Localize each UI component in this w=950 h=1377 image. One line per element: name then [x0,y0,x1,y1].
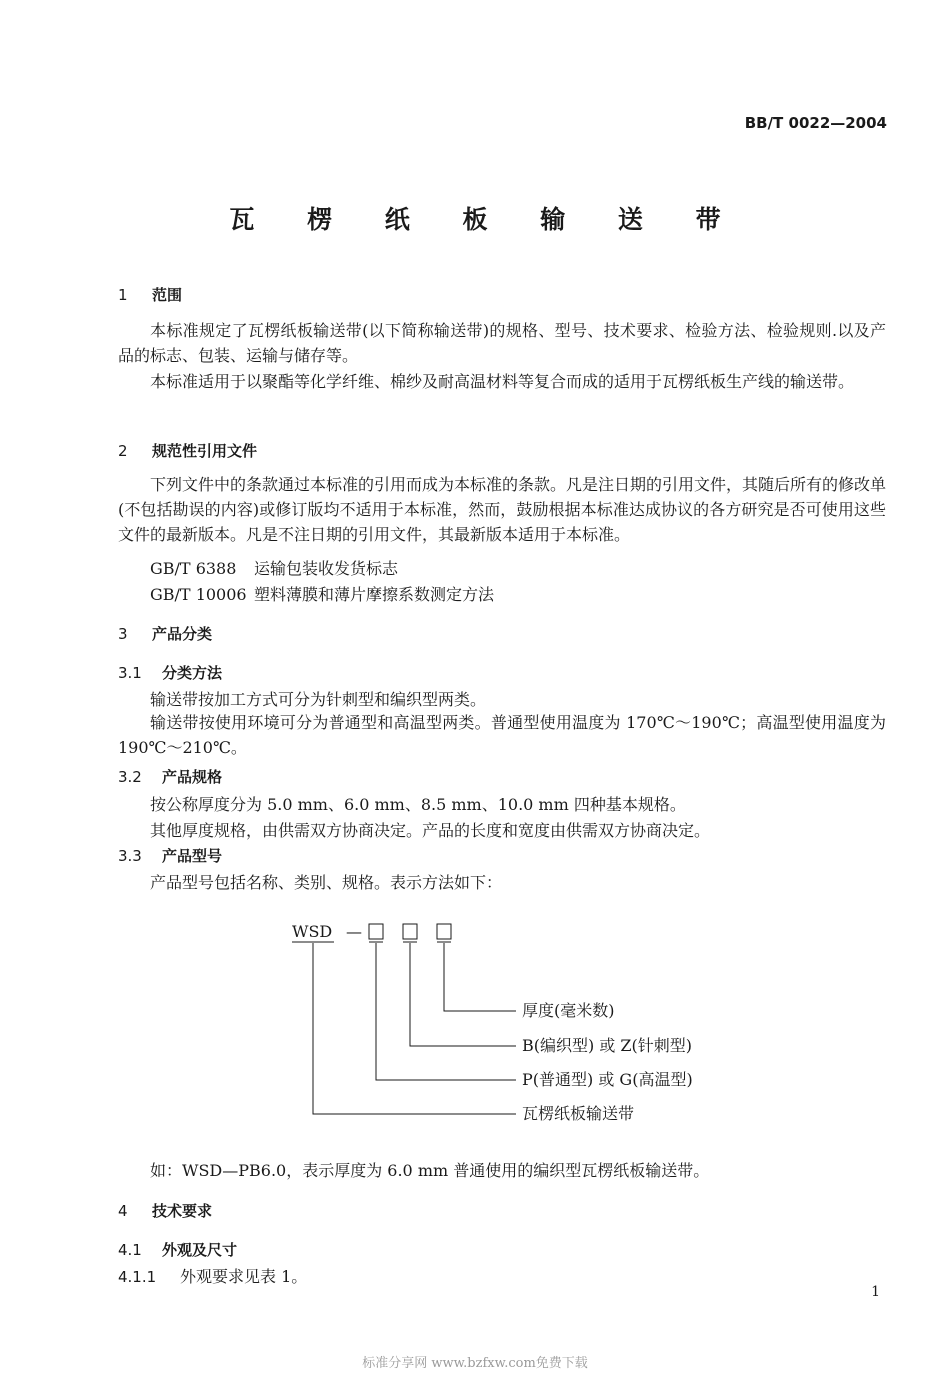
reference-name: 运输包装收发货标志 [254,559,399,578]
section-3-2-paragraph-1: 按公称厚度分为 5.0 mm、6.0 mm、8.5 mm、10.0 mm 四种基本规格。 [150,795,686,814]
section-number: 4 [118,1202,128,1220]
section-1-paragraph-1: 本标准规定了瓦楞纸板输送带(以下简称输送带)的规格、型号、技术要求、检验方法、检验规则.以及产品的标志、包装、运输与储存等。 [118,321,886,365]
section-3-3-heading [118,845,222,866]
thickness-label: 厚度(毫米数) [522,1001,615,1020]
structure-label: B(编织型) 或 Z(针刺型) [522,1036,693,1055]
section-3-heading [118,623,212,644]
structure-leader-line [410,943,516,1046]
section-title: 产品分类 [152,625,213,643]
section-4-1-1 [118,1264,307,1287]
model-dash-text: — [346,922,362,941]
section-title: 技术要求 [152,1202,213,1220]
name-label: 瓦楞纸板输送带 [522,1104,635,1123]
section-number: 3.1 [118,664,142,682]
model-example: 如：WSD—PB6.0，表示厚度为 6.0 mm 普通使用的编织型瓦楞纸板输送带。 [150,1161,710,1180]
section-number: 4.1.1 [118,1268,157,1286]
section-number: 3.2 [118,768,142,786]
reference-name: 塑料薄膜和薄片摩擦系数测定方法 [254,585,495,604]
section-3-1-paragraph-1: 输送带按加工方式可分为针刺型和编织型两类。 [150,690,487,709]
thickness-leader-line [444,943,516,1011]
name-leader-line [313,943,516,1114]
section-3-1-heading [118,662,222,683]
reference-item [150,582,494,605]
section-title: 产品型号 [162,847,223,865]
section-3-3-paragraph-1: 产品型号包括名称、类别、规格。表示方法如下： [150,873,503,892]
section-2-heading [118,440,257,461]
document-title: 瓦 楞 纸 板 输 送 带 [229,205,743,234]
section-title: 分类方法 [162,664,223,682]
footer-watermark: 标准分享网 www.bzfxw.com免费下载 [362,1356,588,1371]
section-text: 外观要求见表 1。 [180,1267,308,1286]
section-title: 规范性引用文件 [152,442,258,460]
type-label: P(普通型) 或 G(高温型) [522,1070,693,1089]
section-3-2-heading [118,766,222,787]
page-number: 1 [871,1284,880,1300]
section-number: 3 [118,625,128,643]
type-placeholder-box [369,924,383,939]
section-number: 3.3 [118,847,142,865]
structure-placeholder-box [403,924,417,939]
section-4-1-heading [118,1239,237,1260]
section-1-paragraph-2: 本标准适用于以聚酯等化学纤维、棉纱及耐高温材料等复合而成的适用于瓦楞纸板生产线的输送带。 [150,372,855,391]
section-number: 2 [118,442,128,460]
section-title: 产品规格 [162,768,223,786]
section-3-2-paragraph-2: 其他厚度规格，由供需双方协商决定。产品的长度和宽度由供需双方协商决定。 [150,821,711,840]
reference-code: GB/T 6388 [150,559,237,578]
section-1-heading [118,284,182,305]
section-4-heading [118,1200,212,1221]
section-number: 1 [118,286,128,304]
model-designation-diagram [280,915,740,1145]
section-title: 范围 [152,286,183,304]
section-2-paragraph-1: 下列文件中的条款通过本标准的引用而成为本标准的条款。凡是注日期的引用文件，其随后所有的修改单(不包括勘误的内容)或修订版均不适用于本标准，然而，鼓励根据本标准达成协议的各方研究是否可使用这些文件的最新版本。凡是不注日期的引用文件，其最新版本适用于本标准。 [118,475,887,544]
section-3-1-paragraph-2: 输送带按使用环境可分为普通型和高温型两类。普通型使用温度为 170℃～190℃；高温型使用温度为 190℃～210℃。 [118,713,886,757]
model-code-text: WSD [292,922,333,941]
section-number: 4.1 [118,1241,142,1259]
thickness-placeholder-box [437,924,451,939]
standard-number: BB/T 0022—2004 [744,114,887,132]
reference-item [150,556,398,579]
reference-code: GB/T 10006 [150,585,247,604]
section-title: 外观及尺寸 [162,1241,238,1259]
